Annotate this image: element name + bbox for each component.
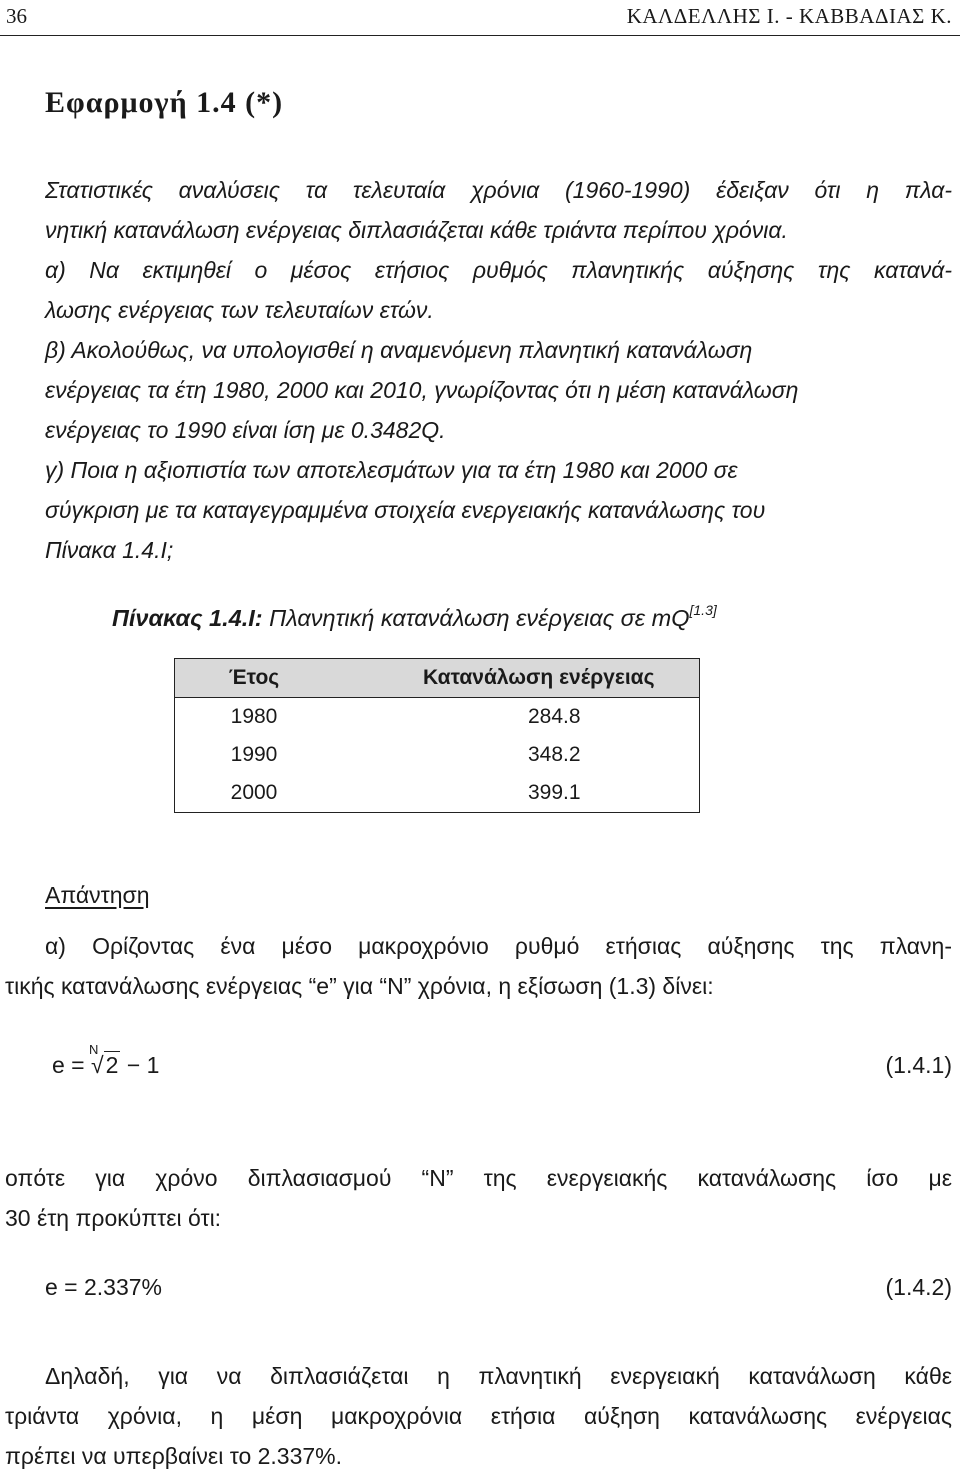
- answer-heading: Απάντηση: [45, 882, 150, 908]
- problem-part-b: [45, 330, 952, 450]
- nth-root: [89, 1042, 120, 1079]
- text-line: Πίνακα 1.4.Ι;: [45, 537, 174, 563]
- column-header-year: Έτος: [175, 659, 334, 698]
- table-cell-year: 1990: [175, 736, 334, 774]
- text-line: οπότε για χρόνο διπλασιασμού “N” της ενεργειακής κατανάλωσης ίσο με: [5, 1165, 952, 1191]
- equation-1-4-1: [52, 1042, 160, 1079]
- text-line: 30 έτη προκύπτει ότι:: [5, 1205, 222, 1231]
- text-line: ενέργειας το 1990 είναι ίση με 0.3482Q.: [45, 417, 446, 443]
- root-radicand: 2: [105, 1052, 119, 1078]
- text-line: πρέπει να υπερβαίνει το 2.337%.: [5, 1443, 343, 1469]
- table-header-row: [175, 659, 700, 698]
- running-header-authors: ΚΑΛΔΕΛΛΗΣ Ι. - ΚΑΒΒΑΔΙΑΣ Κ.: [626, 4, 952, 28]
- equation-rest: − 1: [120, 1052, 160, 1078]
- header-rule: [0, 35, 960, 36]
- energy-consumption-table: [174, 658, 700, 813]
- problem-part-a: [45, 250, 952, 330]
- text-line: α) Να εκτιμηθεί ο μέσος ετήσιος ρυθμός πλανητικής αύξησης της κατανά-: [45, 257, 952, 283]
- answer-part-a: [5, 926, 952, 1006]
- table-cell-year: 2000: [175, 774, 334, 813]
- text-line: Στατιστικές αναλύσεις τα τελευταία χρόνια (1960-1990) έδειξαν ότι η πλα-: [45, 177, 952, 203]
- table-cell-consumption: 284.8: [333, 698, 700, 737]
- text-line: σύγκριση με τα καταγεγραμμένα στοιχεία ενεργειακής κατανάλωσης του: [45, 497, 766, 523]
- table-cell-consumption: 348.2: [333, 736, 700, 774]
- root-index: N: [89, 1042, 99, 1057]
- text-line: λωσης ενέργειας των τελευταίων ετών.: [45, 297, 434, 323]
- table-row: [175, 736, 700, 774]
- column-header-consumption: Κατανάλωση ενέργειας: [333, 659, 700, 698]
- equation-number: (1.4.2): [885, 1274, 952, 1300]
- equation-1-4-2: e = 2.337%: [45, 1274, 163, 1300]
- equation-lhs: e =: [52, 1052, 85, 1078]
- equation-number: (1.4.1): [885, 1052, 952, 1078]
- table-caption-label: Πίνακας 1.4.Ι:: [112, 604, 263, 631]
- table-row: [175, 774, 700, 813]
- page-number: 36: [6, 4, 27, 28]
- table-caption: [112, 604, 717, 632]
- table-caption-reference: [1.3]: [689, 602, 717, 618]
- table-cell-year: 1980: [175, 698, 334, 737]
- exercise-title: Εφαρμογή 1.4 (*): [45, 86, 284, 119]
- problem-intro: [45, 170, 952, 250]
- text-line: τριάντα χρόνια, η μέση μακροχρόνια ετήσια αύξηση κατανάλωσης ενέργειας: [5, 1403, 952, 1429]
- text-line: νητική κατανάλωση ενέργειας διπλασιάζεται κάθε τριάντα περίπου χρόνια.: [45, 217, 788, 243]
- problem-part-c: [45, 450, 952, 570]
- table-caption-text: Πλανητική κατανάλωση ενέργειας σε mQ: [262, 604, 690, 631]
- answer-conclusion: [5, 1356, 952, 1476]
- text-line: γ) Ποια η αξιοπιστία των αποτελεσμάτων για τα έτη 1980 και 2000 σε: [45, 457, 738, 483]
- text-line: τικής κατανάλωσης ενέργειας “e” για “N” χρόνια, η εξίσωση (1.3) δίνει:: [5, 973, 714, 999]
- table-row: [175, 698, 700, 737]
- radical-sign-icon: √: [91, 1052, 104, 1078]
- text-line: ενέργειας τα έτη 1980, 2000 και 2010, γνωρίζοντας ότι η μέση κατανάλωση: [45, 377, 799, 403]
- page-header: [0, 4, 960, 44]
- text-line: α) Ορίζοντας ένα μέσο μακροχρόνιο ρυθμό ετήσιας αύξησης της πλανη-: [45, 933, 952, 959]
- text-line: Δηλαδή, για να διπλασιάζεται η πλανητική ενεργειακή κατανάλωση κάθε: [45, 1363, 952, 1389]
- text-line: β) Ακολούθως, να υπολογισθεί η αναμενόμενη πλανητική κατανάλωση: [45, 337, 753, 363]
- answer-then: [5, 1158, 952, 1238]
- table-cell-consumption: 399.1: [333, 774, 700, 813]
